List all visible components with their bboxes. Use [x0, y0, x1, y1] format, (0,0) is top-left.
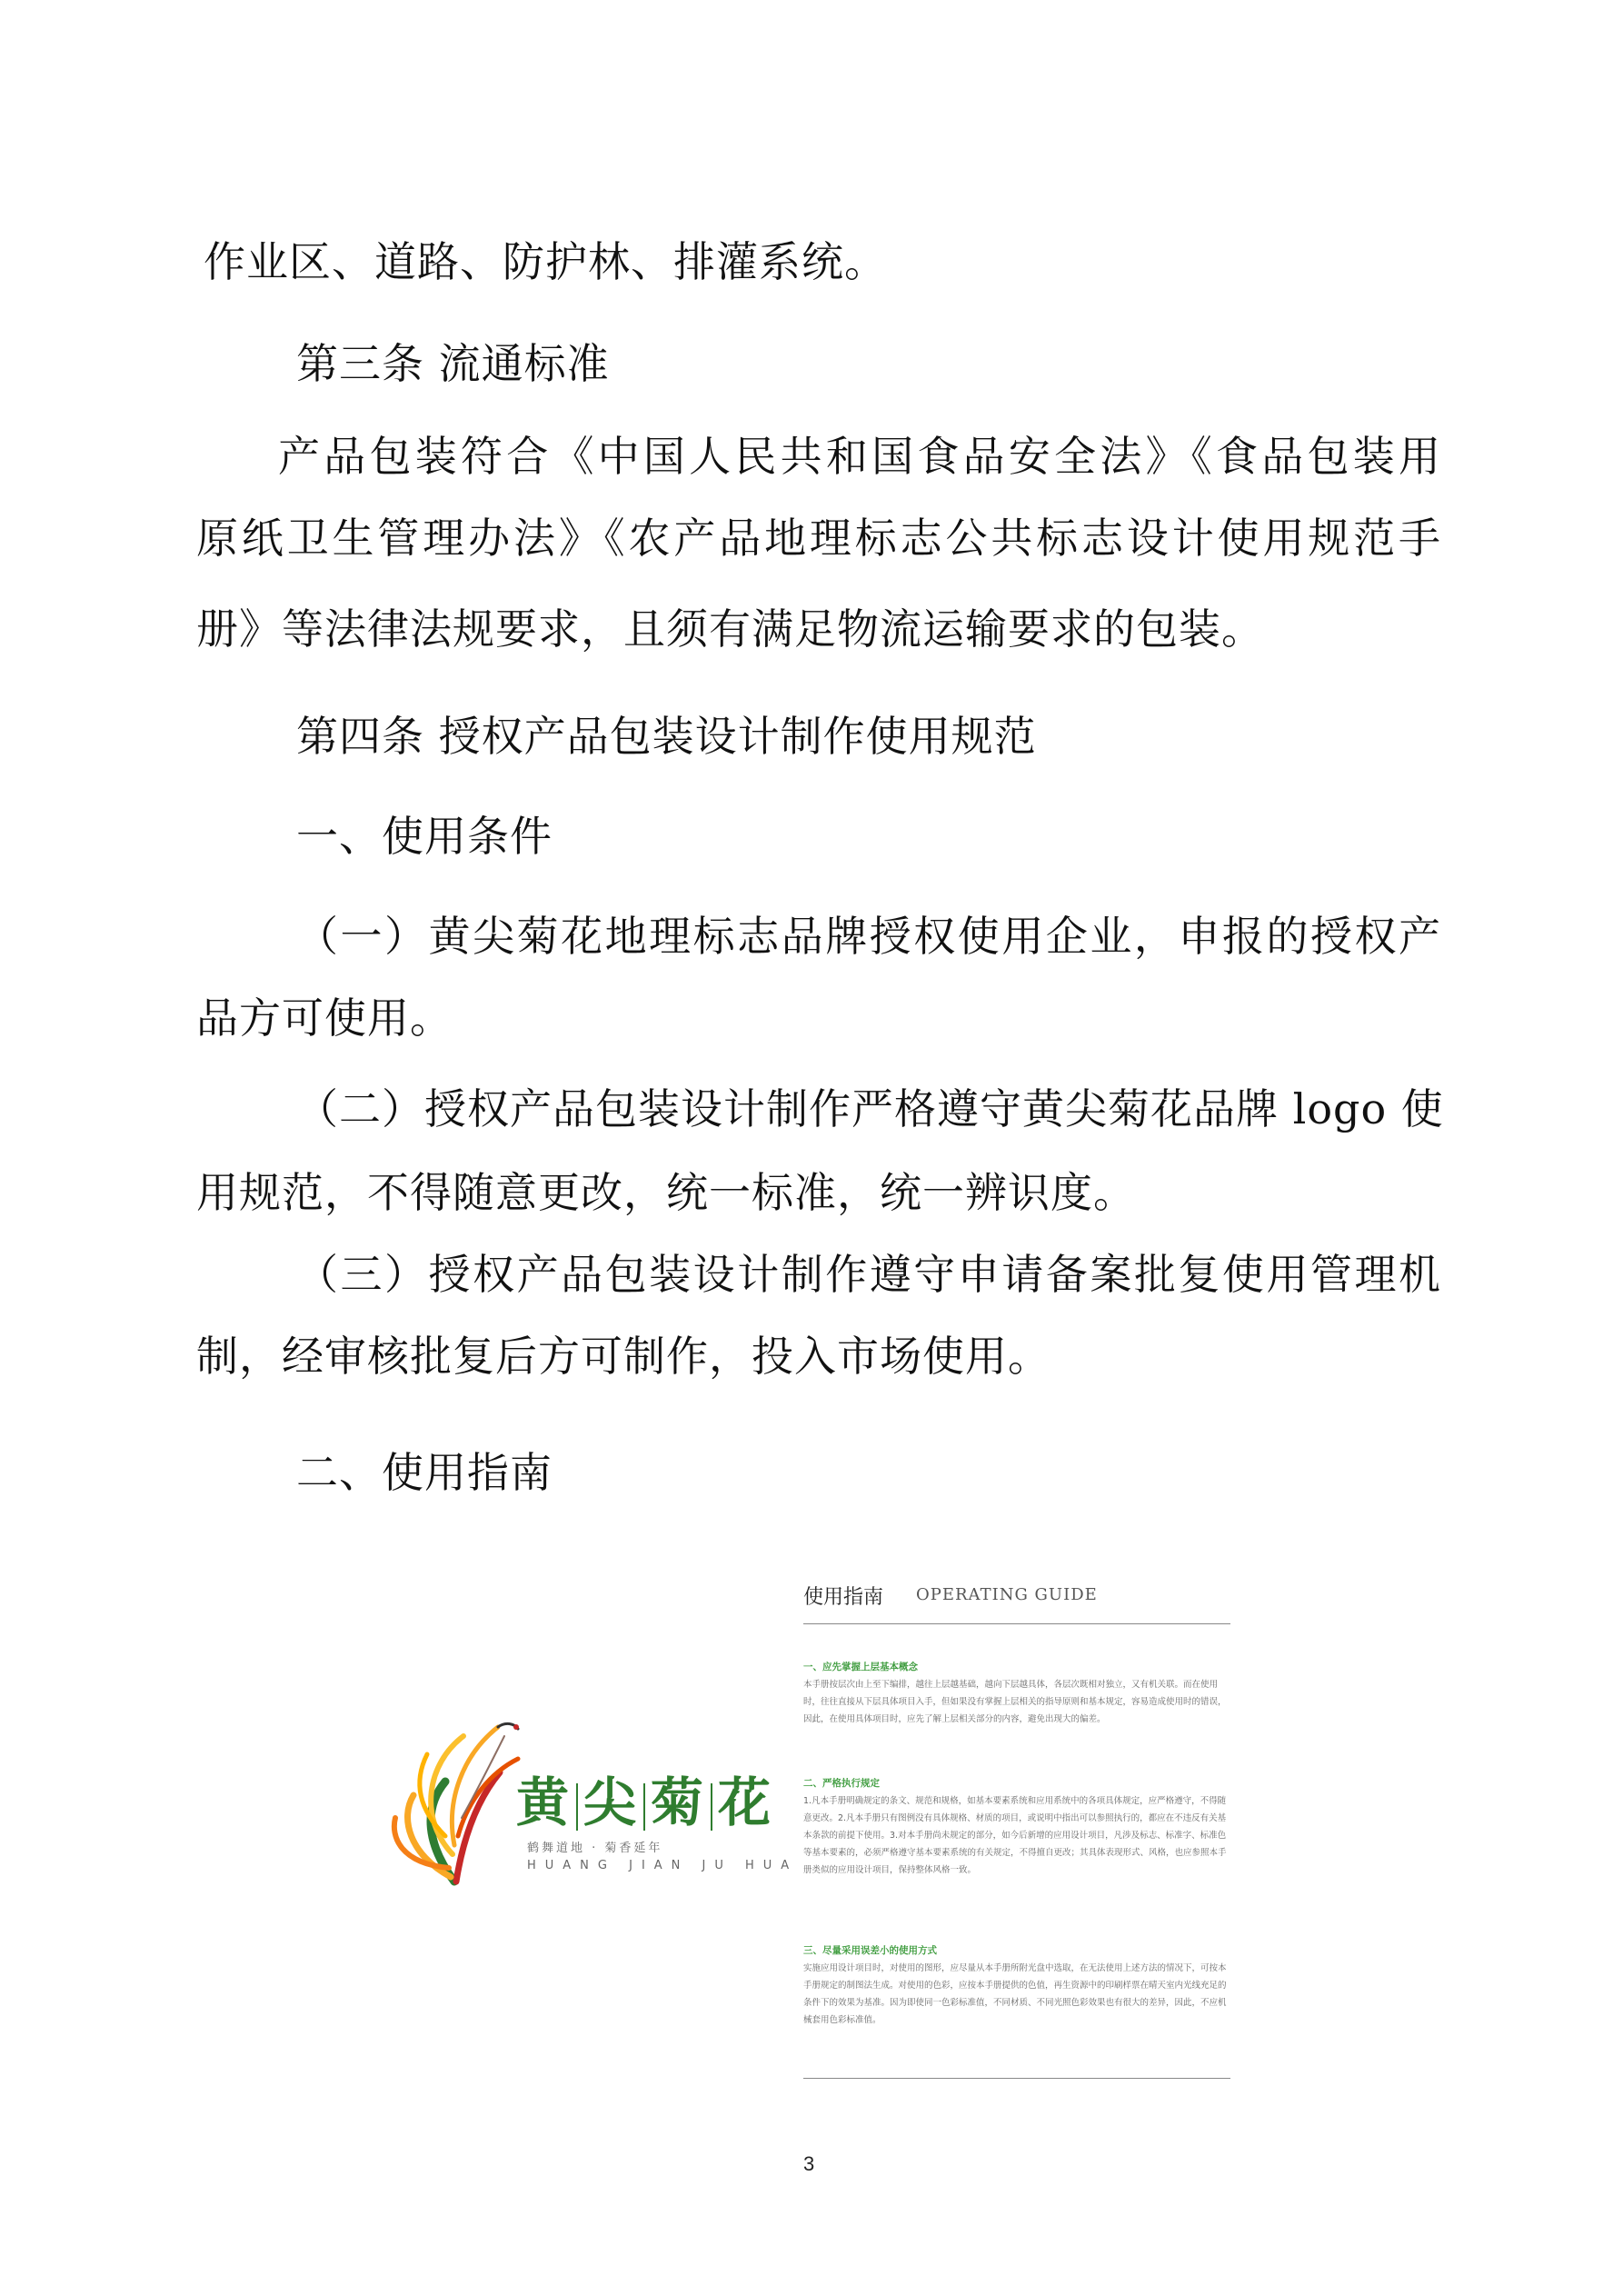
guide-divider [803, 1623, 1230, 1624]
item-3-line: （三）授权产品包装设计制作遵守申请备案批复使用管理机 [296, 1250, 1441, 1299]
guide-section-text: 1.凡本手册明确规定的条文、规范和规格，如基本要素系统和应用系统中的各项具体规定，应严格遵守，不得随意更改。2.凡本手册只有图例没有具体规格、材质的项目，或说明中指出可以参照执行的，都应在不违反有关基本条款的前提下使用。3.对本手册尚未规定的部分，如今后新增的应用设计项目，凡涉及标志、标准字、标准色等基本要素的，必须严格遵守基本要素系统的有关规定，不得擅自更改；其具体表现形式、风格，也应参照本手册类似的应用设计项目，保持整体风格一致。 [803, 1796, 1227, 1875]
logo-divider [711, 1783, 712, 1831]
crane-flower-emblem [391, 1709, 527, 1900]
guide-section-heading: 三、尽量采用误差小的使用方式 [803, 1945, 937, 1956]
brand-logo [391, 1709, 799, 1900]
guide-title-en: OPERATING GUIDE [916, 1585, 1098, 1604]
logo-divider [576, 1783, 578, 1831]
paragraph-line: 册》等法律法规要求，且须有满足物流运输要求的包装。 [196, 604, 1264, 654]
page-number: 3 [803, 2152, 815, 2175]
item-2-line: （二）授权产品包装设计制作严格遵守黄尖菊花品牌 logo 使 [296, 1084, 1444, 1133]
article-3-heading: 第三条 流通标准 [296, 339, 610, 388]
logo-wordmark [516, 1760, 772, 1836]
guide-divider [803, 2078, 1230, 2079]
item-3-line: 制，经审核批复后方可制作，投入市场使用。 [196, 1332, 1050, 1381]
article-4-heading: 第四条 授权产品包装设计制作使用规范 [296, 712, 1037, 761]
logo-char: 尖 [583, 1772, 639, 1833]
item-1-line: 品方可使用。 [196, 993, 453, 1043]
logo-char: 黄 [516, 1772, 572, 1833]
paragraph-line: 产品包装符合《中国人民共和国食品安全法》《食品包装用 [278, 432, 1441, 481]
guide-section-text: 本手册按层次由上至下编排，越往上层越基础，越向下层越具体，各层次既相对独立，又有机关联。而在使用时，往往直接从下层具体项目入手，但如果没有掌握上层相关的指导原则和基本规定，容易造成使用时的错误，因此，在使用具体项目时，应先了解上层相关部分的内容，避免出现大的偏差。 [803, 1680, 1227, 1724]
paragraph-line: 原纸卫生管理办法》《农产品地理标志公共标志设计使用规范手 [196, 514, 1441, 563]
guide-section-heading: 二、严格执行规定 [803, 1778, 880, 1789]
logo-subtitle: 鹤舞道地 · 菊香延年 [527, 1842, 663, 1855]
guide-title: 使用指南 [803, 1586, 884, 1609]
logo-divider [643, 1783, 645, 1831]
guide-section-heading: 一、应先掌握上层基本概念 [803, 1662, 918, 1672]
logo-char: 菊 [651, 1772, 706, 1833]
logo-char: 花 [718, 1772, 773, 1833]
operating-guide-card [803, 1582, 1230, 2091]
guide-section-text: 实施应用设计项目时，对使用的图形，应尽量从本手册所附光盘中选取，在无法使用上述方法的情况下，可按本手册规定的制图法生成。对使用的色彩，应按本手册提供的色值，再生资源中的印刷样票在晴天室内光线充足的条件下的效果为基准。因为即使同一色彩标准值，不同材质、不同光照色彩效果也有很大的差异，因此，不应机械套用色彩标准值。 [803, 1963, 1227, 2025]
body-line: 作业区、道路、防护林、排灌系统。 [204, 237, 887, 286]
section-2-heading: 二、使用指南 [296, 1448, 553, 1497]
section-1-heading: 一、使用条件 [296, 812, 553, 861]
item-1-line: （一）黄尖菊花地理标志品牌授权使用企业，申报的授权产 [296, 912, 1441, 961]
item-2-line: 用规范，不得随意更改，统一标准，统一辨识度。 [196, 1168, 1136, 1217]
logo-pinyin: HUANG JIAN JU HUA [527, 1859, 799, 1872]
